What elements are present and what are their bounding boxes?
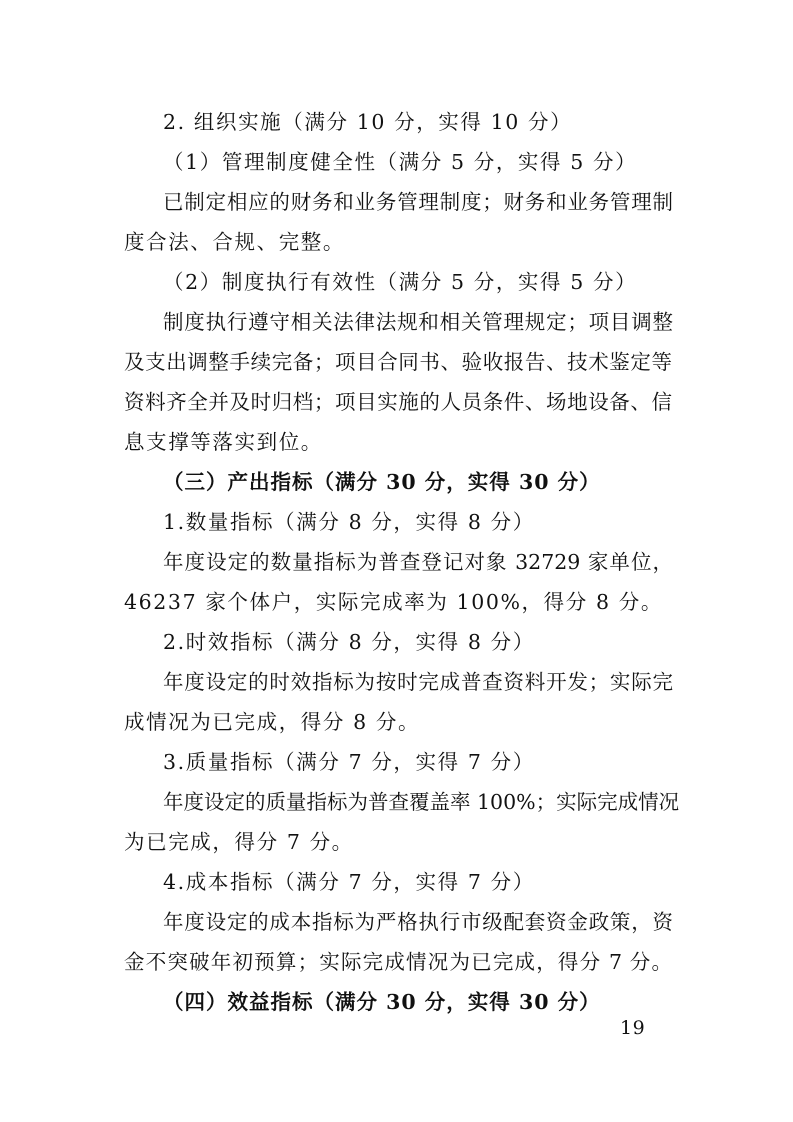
paragraph-line: 年度设定的质量指标为普查覆盖率 100%；实际完成情况	[163, 790, 680, 814]
paragraph-line: 为已完成，得分 7 分。	[124, 830, 354, 854]
section-heading-benefit: （四）效益指标（满分 30 分，实得 30 分）	[163, 990, 601, 1014]
item-heading-quality: 3.质量指标（满分 7 分，实得 7 分）	[163, 750, 535, 774]
paragraph-line: 成情况为已完成，得分 8 分。	[124, 710, 421, 734]
paragraph-line: 已制定相应的财务和业务管理制度；财务和业务管理制	[163, 190, 673, 214]
paragraph-line: 46237 家个体户，实际完成率为 100%，得分 8 分。	[124, 590, 663, 614]
section-heading-output: （三）产出指标（满分 30 分，实得 30 分）	[163, 470, 601, 494]
paragraph-line: 资料齐全并及时归档；项目实施的人员条件、场地设备、信	[124, 390, 672, 414]
item-heading-quantity: 1.数量指标（满分 8 分，实得 8 分）	[163, 510, 535, 534]
paragraph-line: 及支出调整手续完备；项目合同书、验收报告、技术鉴定等	[124, 350, 672, 374]
paragraph-line: 金不突破年初预算；实际完成情况为已完成，得分 7 分。	[124, 950, 672, 974]
item-heading-cost: 4.成本指标（满分 7 分，实得 7 分）	[163, 870, 535, 894]
subsection-heading-management-system: （1）管理制度健全性（满分 5 分，实得 5 分）	[163, 150, 638, 174]
section-heading-organization: 2. 组织实施（满分 10 分，实得 10 分）	[163, 110, 573, 134]
paragraph-line: 息支撑等落实到位。	[124, 430, 323, 454]
item-heading-timeliness: 2.时效指标（满分 8 分，实得 8 分）	[163, 630, 535, 654]
paragraph-line: 制度执行遵守相关法律法规和相关管理规定；项目调整	[163, 310, 673, 334]
paragraph-line: 年度设定的数量指标为普查登记对象 32729 家单位，	[163, 550, 673, 574]
page-number: 19	[620, 1017, 646, 1039]
paragraph-line: 年度设定的时效指标为按时完成普查资料开发；实际完	[163, 670, 673, 694]
paragraph-line: 年度设定的成本指标为严格执行市级配套资金政策，资	[163, 910, 673, 934]
subsection-heading-execution: （2）制度执行有效性（满分 5 分，实得 5 分）	[163, 270, 638, 294]
paragraph-line: 度合法、合规、完整。	[124, 230, 345, 254]
